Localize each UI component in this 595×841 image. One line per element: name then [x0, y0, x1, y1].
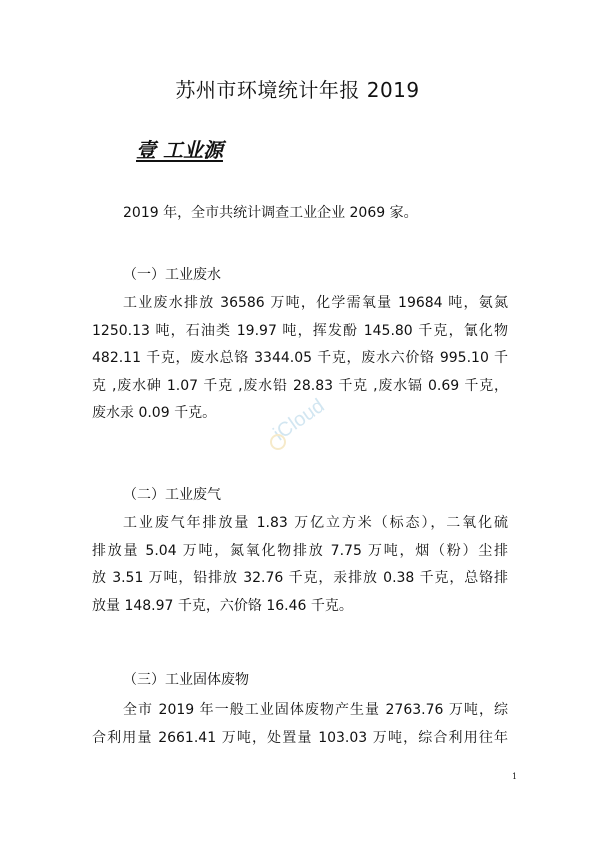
page-number: 1 [512, 772, 518, 781]
paragraph-line: 1250.13 吨，石油类 19.97 吨，挥发酚 145.80 千克，氰化物 [92, 322, 508, 339]
watermark-text: iCloud [269, 394, 329, 446]
paragraph-line: 482.11 千克，废水总铬 3344.05 千克，废水六价铬 995.10 千 [92, 350, 508, 366]
paragraph-line: 放量 148.97 千克，六价铬 16.46 千克。 [92, 597, 353, 614]
paragraph-waste-gas [92, 510, 508, 620]
paragraph-line: 排放量 5.04 万吨，氮氧化物排放 7.75 万吨，烟（粉）尘排 [92, 542, 508, 559]
subsection-heading-solid-waste: （三）工业固体废物 [123, 672, 249, 688]
subsection-heading-waste-gas: （二）工业废气 [123, 487, 221, 503]
subsection-heading-wastewater: （一）工业废水 [123, 267, 221, 283]
paragraph-solid-waste [92, 697, 508, 752]
paragraph-line: 合利用量 2661.41 万吨，处置量 103.03 万吨，综合利用往年 [92, 729, 508, 746]
paragraph-line: 放 3.51 万吨，铅排放 32.76 千克，汞排放 0.38 千克，总铬排 [92, 570, 508, 586]
section-heading: 壹 工业源 [136, 138, 223, 162]
paragraph-line: 废水汞 0.09 千克。 [92, 405, 217, 421]
paragraph-line: 工业废气年排放量 1.83 万亿立方米（标态），二氧化硫 [123, 515, 508, 531]
intro-paragraph: 2019 年，全市共统计调查工业企业 2069 家。 [123, 205, 418, 221]
paragraph-line: 克 ,废水砷 1.07 千克 ,废水铅 28.83 千克 ,废水镉 0.69 千克， [92, 377, 508, 394]
paragraph-line: 工业废水排放 36586 万吨，化学需氧量 19684 吨，氨氮 [123, 295, 508, 311]
document-title: 苏州市环境统计年报 2019 [175, 78, 420, 102]
cloud-watermark-icon [262, 378, 342, 458]
paragraph-line: 全市 2019 年一般工业固体废物产生量 2763.76 万吨，综 [123, 702, 508, 718]
